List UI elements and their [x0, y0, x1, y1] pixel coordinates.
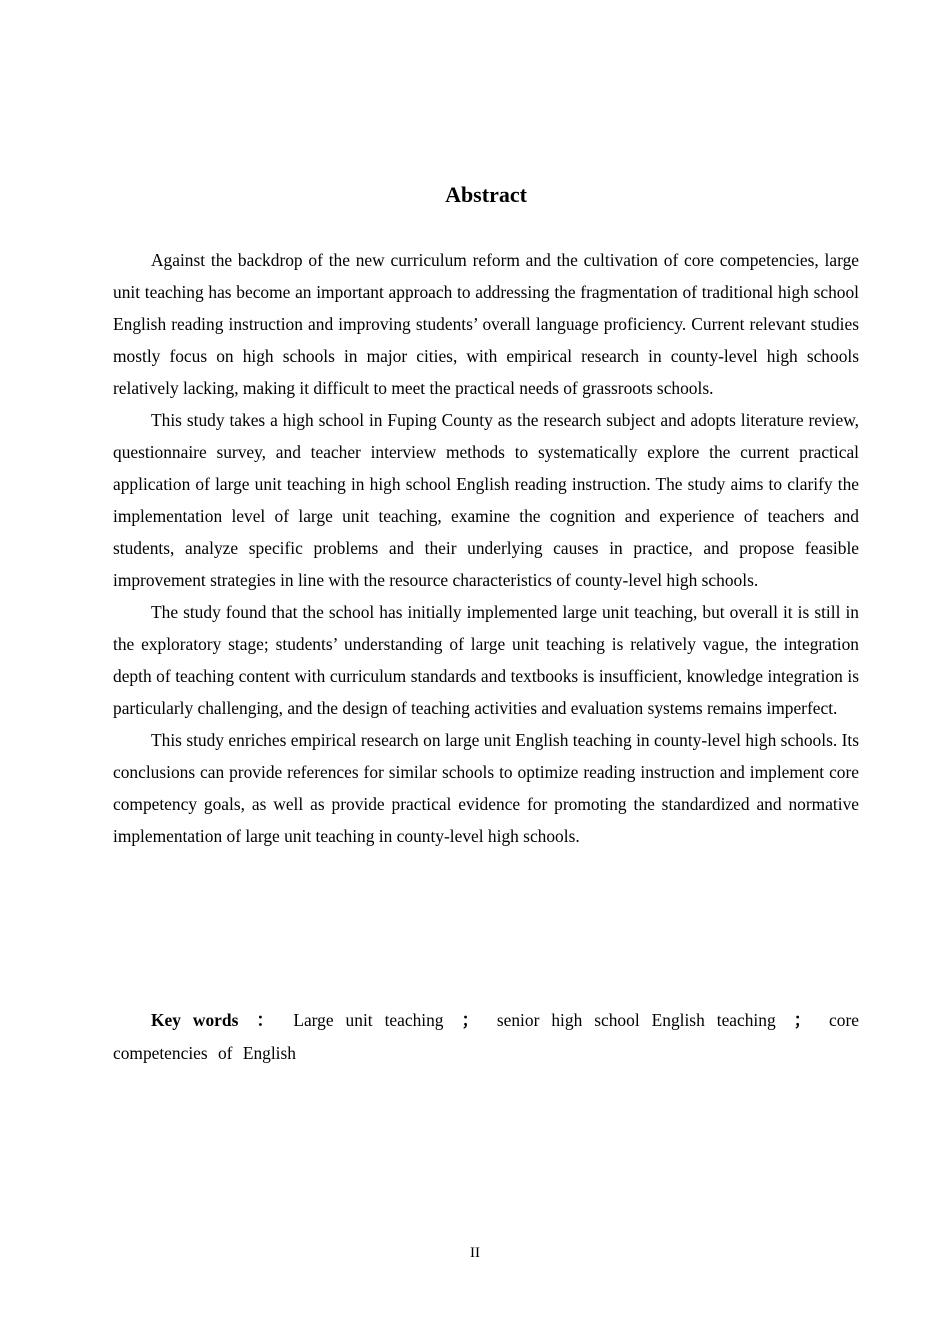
abstract-paragraph-3: The study found that the school has initially implemented large unit teaching, but overall it is still in the exploratory stage; students’ understanding of large unit teaching is relatively vague, the integration depth of teaching content with curriculum standards and textbooks is insufficient, knowledge integration is particularly challenging, and the design of teaching activities and evaluation systems remains imperfect.	[113, 602, 859, 718]
keyword-2: senior high school English teaching	[496, 1010, 776, 1030]
abstract-paragraph-4: This study enriches empirical research on large unit English teaching in county-level high schools. Its conclusions can provide references for similar schools to optimize reading instruction and implement core competency goals, as well as provide practical evidence for promoting the standardized and normative implementation of large unit teaching in county-level high schools.	[113, 730, 859, 846]
keyword-1: Large unit teaching	[293, 1010, 444, 1030]
keyword-separator-2: ；	[793, 1010, 812, 1030]
keywords-line	[113, 1004, 859, 1069]
abstract-paragraph-2: This study takes a high school in Fuping County as the research subject and adopts literature review, questionnaire survey, and teacher interview methods to systematically explore the current practical application of large unit teaching in high school English reading instruction. The study aims to clarify the implementation level of large unit teaching, examine the cognition and experience of teachers and students, analyze specific problems and their underlying causes in practice, and propose feasible improvement strategies in line with the resource characteristics of county-level high schools.	[113, 410, 859, 590]
abstract-body	[113, 244, 859, 852]
abstract-title: Abstract	[445, 182, 527, 207]
keyword-3: core competencies of English	[113, 1010, 859, 1063]
keywords-label: Key words	[151, 1010, 239, 1030]
abstract-paragraph-1: Against the backdrop of the new curriculum reform and the cultivation of core competencies, large unit teaching has become an important approach to addressing the fragmentation of traditional high school English reading instruction and improving students’ overall language proficiency. Current relevant studies mostly focus on high schools in major cities, with empirical research in county-level high schools relatively lacking, making it difficult to meet the practical needs of grassroots schools.	[113, 250, 859, 398]
keywords-colon: ：	[256, 1010, 276, 1030]
page-number: II	[470, 1245, 480, 1261]
keyword-separator-1: ；	[461, 1010, 479, 1030]
